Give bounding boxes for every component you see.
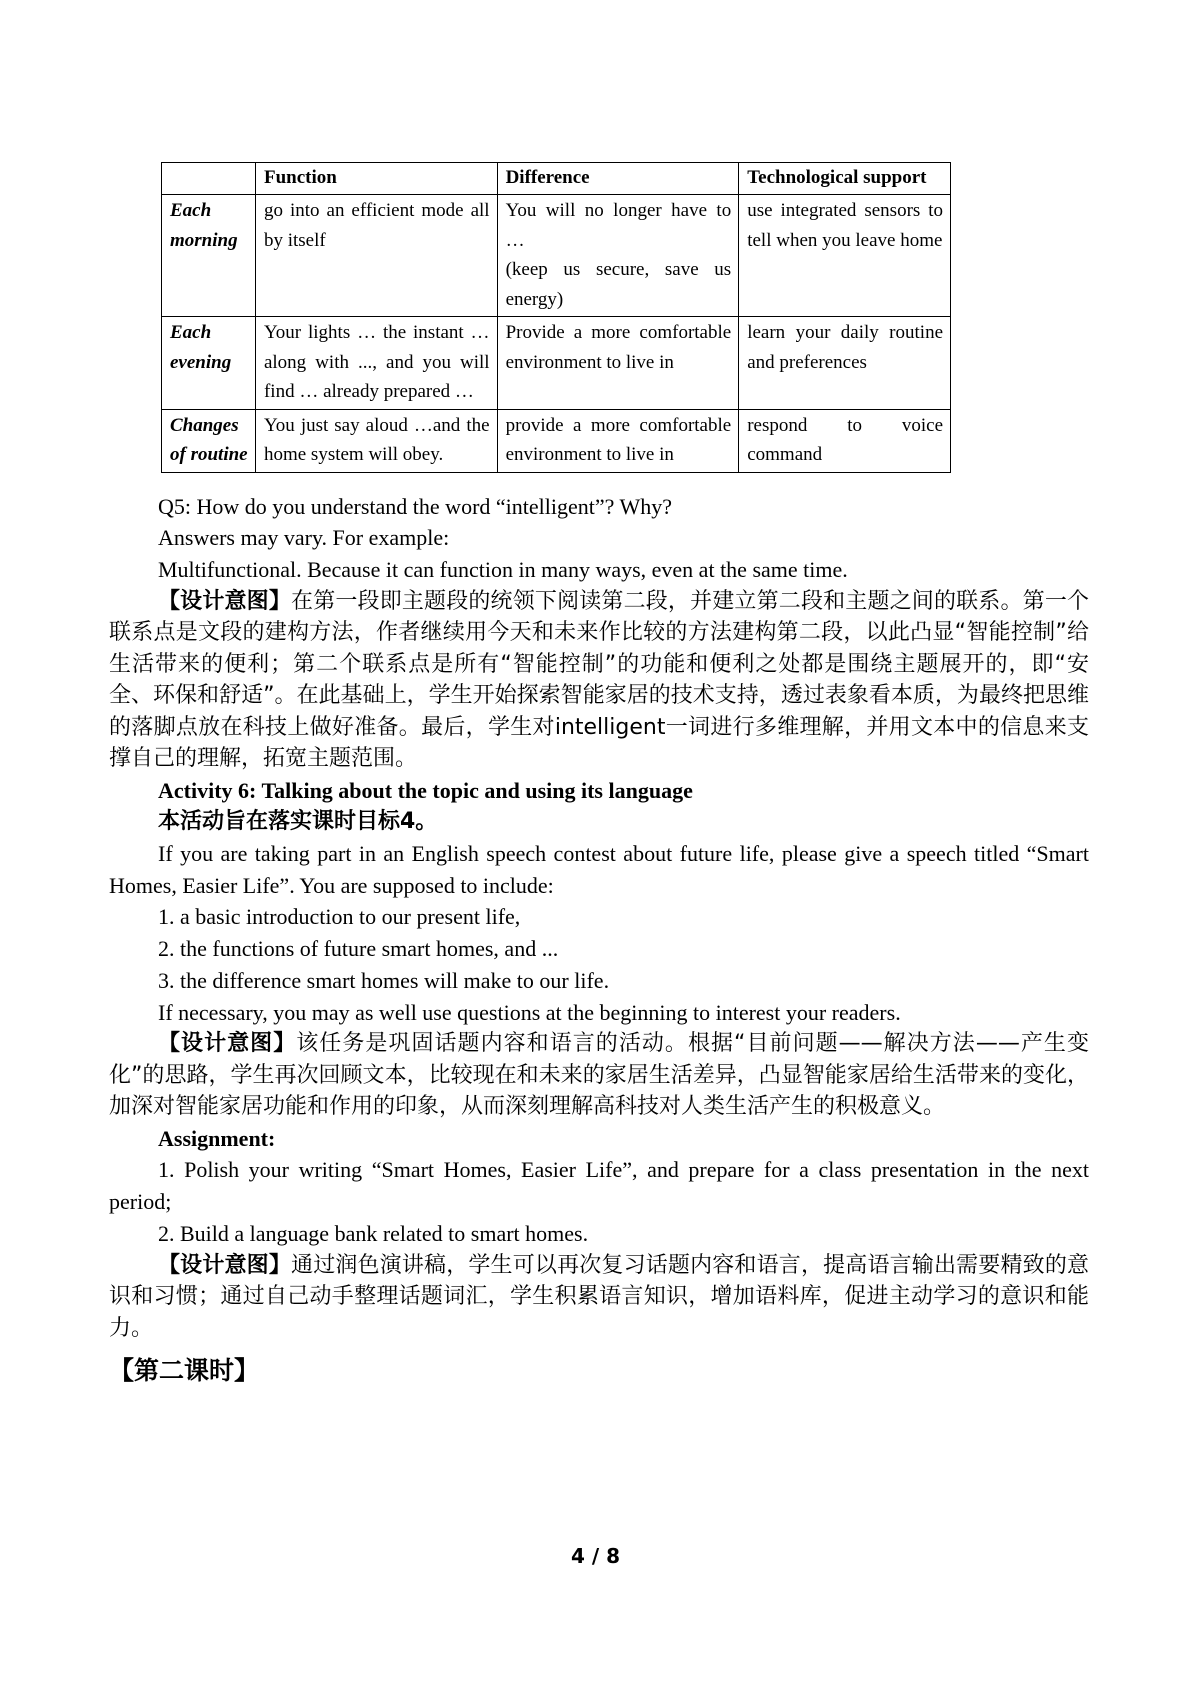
activity-prompt: If you are taking part in an English speech contest about future life, please give a speech titled “Smart Homes, Easier Life”. You are supposed to include: [109, 841, 1089, 898]
difference-note: (keep us secure, save us energy) [505, 259, 732, 310]
difference-cell [497, 317, 739, 410]
activity-tip: If necessary, you may as well use questions at the beginning to interest your readers. [158, 999, 901, 1025]
design-intent-label: 【设计意图】 [158, 588, 292, 614]
assignment-title: Assignment: [158, 1125, 276, 1151]
function-cell: Your lights … the instant … along with ..., and you will find … already prepared … [255, 317, 497, 410]
table-header-cell [162, 163, 256, 195]
section-heading: 【第二课时】 [109, 1356, 260, 1386]
difference-cell [497, 409, 739, 472]
design-intent-text: 该任务是巩固话题内容和语言的活动。根据“目前问题——解决方法——产生变化”的思路，学生再次回顾文本，比较现在和未来的家居生活差异，凸显智能家居给生活带来的变化，加深对智能家居功能和作用的印象，从而深刻理解高科技对人类生活产生的积极意义。 [109, 1031, 1089, 1120]
difference-text: You will no longer have to … [505, 200, 732, 251]
support-cell: respond to voice command [739, 409, 951, 472]
q5-question: Q5: How do you understand the word “intelligent”? Why? [158, 493, 673, 519]
difference-cell [497, 195, 739, 317]
table-row [162, 195, 951, 317]
activity-goal: 本活动旨在落实课时目标4。 [158, 809, 438, 835]
difference-text: Provide a more comfortable environment to live in [505, 322, 732, 373]
table-header-row [162, 163, 951, 195]
design-intent-label: 【设计意图】 [158, 1252, 292, 1278]
activity-item: 2. the functions of future smart homes, and ... [158, 936, 559, 962]
function-cell: You just say aloud …and the home system will obey. [255, 409, 497, 472]
design-intent-paragraph [109, 1250, 1089, 1345]
design-intent-paragraph [109, 586, 1089, 775]
activity-title: Activity 6: Talking about the topic and using its language [158, 777, 693, 803]
design-intent-label: 【设计意图】 [158, 1031, 297, 1057]
table-header-cell: Technological support [739, 163, 951, 195]
activity-item: 3. the difference smart homes will make to our life. [158, 967, 610, 993]
row-label: Each evening [162, 317, 256, 410]
activity-item: 1. a basic introduction to our present life, [158, 904, 521, 930]
function-cell: go into an efficient mode all by itself [255, 195, 497, 317]
table-row [162, 317, 951, 410]
assignment-item: 2. Build a language bank related to smart homes. [158, 1220, 589, 1246]
design-intent-paragraph [109, 1028, 1089, 1123]
table-row [162, 409, 951, 472]
page-content [109, 162, 1089, 1388]
design-intent-text: 在第一段即主题段的统领下阅读第二段，并建立第二段和主题之间的联系。第一个联系点是文段的建构方法，作者继续用今天和未来作比较的方法建构第二段，以此凸显“智能控制”给生活带来的便利；第二个联系点是所有“智能控制”的功能和便利之处都是围绕主题展开的，即“安全、环保和舒适”。在此基础上，学生开始探索智能家居的技术支持，透过表象看本质，为最终把思维的落脚点放在科技上做好准备。最后，学生对intelligent一词进行多维理解，并用文本中的信息来支撑自己的理解，拓宽主题范围。 [109, 588, 1089, 772]
q5-answer-intro: Answers may vary. For example: [158, 525, 450, 551]
table-header-cell: Function [255, 163, 497, 195]
row-label: Changes of routine [162, 409, 256, 472]
summary-table [161, 162, 951, 473]
assignment-item: 1. Polish your writing “Smart Homes, Easier Life”, and prepare for a class presentation in the next period; [109, 1157, 1089, 1215]
support-cell: use integrated sensors to tell when you leave home [739, 195, 951, 317]
q5-answer: Multifunctional. Because it can function in many ways, even at the same time. [158, 556, 848, 582]
difference-text: provide a more comfortable environment to live in [505, 414, 732, 465]
table-header-cell: Difference [497, 163, 739, 195]
row-label: Each morning [162, 195, 256, 317]
page-number: 4 / 8 [570, 1544, 621, 1568]
support-cell: learn your daily routine and preferences [739, 317, 951, 410]
design-intent-text: 通过润色演讲稿，学生可以再次复习话题内容和语言，提高语言输出需要精致的意识和习惯；通过自己动手整理话题词汇，学生积累语言知识，增加语料库，促进主动学习的意识和能力。 [109, 1252, 1089, 1341]
